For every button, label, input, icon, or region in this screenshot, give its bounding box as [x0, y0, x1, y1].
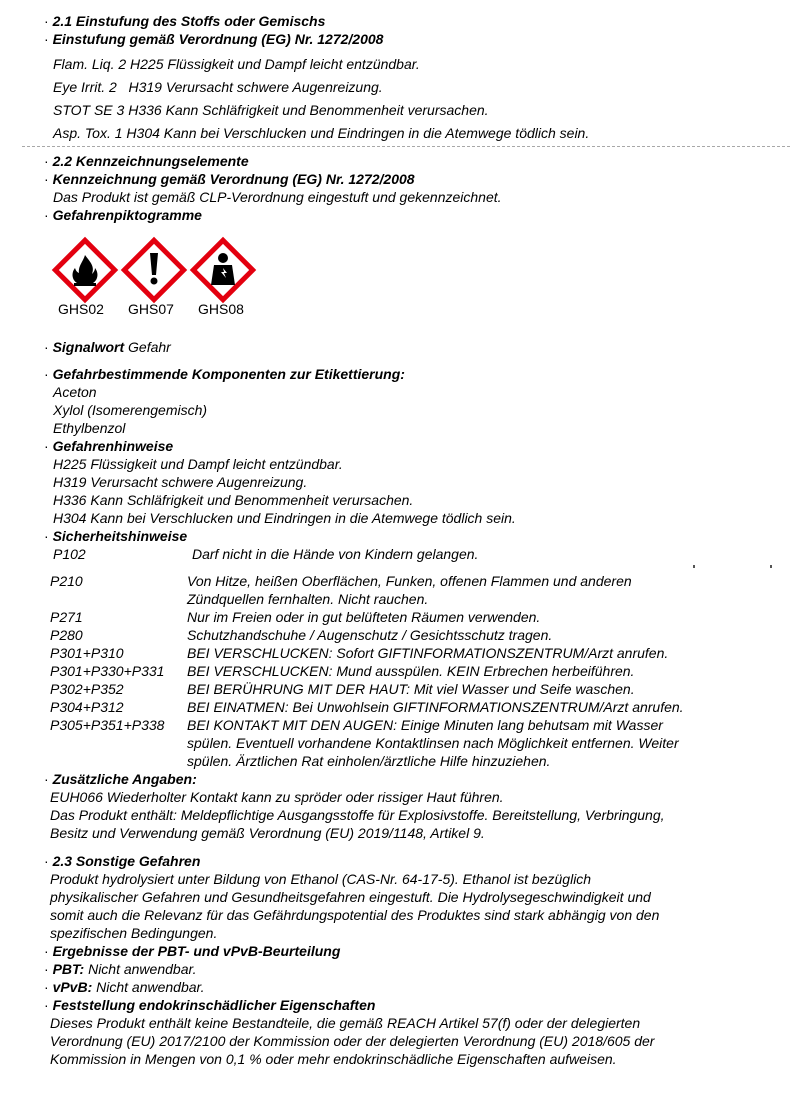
pictogram-code: GHS02: [58, 301, 104, 317]
scan-artifact: [770, 565, 772, 568]
precaution-text: Darf nicht in die Hände von Kindern gelangen.: [192, 546, 479, 562]
pbt-result: · PBT: Nicht anwendbar.: [44, 961, 197, 977]
hazard-statement: H304 Kann bei Verschlucken und Eindringen in die Atemwege tödlich sein.: [53, 510, 516, 526]
precaution-code: P301+P330+P331: [50, 663, 165, 679]
precaution-text: Von Hitze, heißen Oberflächen, Funken, offenen Flammen und anderen: [187, 573, 632, 589]
hazard-statements-heading: · Gefahrenhinweise: [44, 438, 174, 454]
precaution-code: P210: [50, 573, 83, 589]
classification-item: Flam. Liq. 2 H225 Flüssigkeit und Dampf leicht entzündbar.: [53, 56, 420, 72]
additional-info-text: Das Produkt enthält: Meldepflichtige Ausgangsstoffe für Explosivstoffe. Bereitstellung, Verbringung,: [50, 807, 665, 823]
precaution-code: P280: [50, 627, 83, 643]
other-hazards-text: Produkt hydrolysiert unter Bildung von Ethanol (CAS-Nr. 64-17-5). Ethanol ist bezüglich: [50, 871, 592, 887]
signal-word: · Signalwort Gefahr: [44, 339, 171, 355]
exclamation-icon: [119, 235, 189, 305]
other-hazards-text: spezifischen Bedingungen.: [50, 925, 218, 941]
scan-artifact: [693, 565, 695, 568]
section-divider: [22, 146, 790, 147]
additional-info-heading: · Zusätzliche Angaben:: [44, 771, 197, 787]
precaution-text: spülen. Eventuell vorhandene Kontaktlinsen nach Möglichkeit entfernen. Weiter: [187, 735, 679, 751]
endocrine-text: Kommission in Mengen von 0,1 % oder mehr endokrinschädliche Eigenschaften aufweisen.: [50, 1051, 617, 1067]
precaution-code: P305+P351+P338: [50, 717, 165, 733]
hazard-statement: H336 Kann Schläfrigkeit und Benommenheit verursachen.: [53, 492, 414, 508]
precaution-text: BEI KONTAKT MIT DEN AUGEN: Einige Minuten lang behutsam mit Wasser: [187, 717, 663, 733]
precaution-code: P102: [53, 546, 86, 562]
components-heading: · Gefahrbestimmende Komponenten zur Etikettierung:: [44, 366, 405, 382]
pictograms-heading: · Gefahrenpiktogramme: [44, 207, 202, 223]
vpvb-result: · vPvB: Nicht anwendbar.: [44, 979, 205, 995]
additional-info-text: EUH066 Wiederholter Kontakt kann zu spröder oder rissiger Haut führen.: [50, 789, 504, 805]
precaution-code: P302+P352: [50, 681, 124, 697]
precaution-text: Nur im Freien oder in gut belüfteten Räumen verwenden.: [187, 609, 541, 625]
hazard-statement: H319 Verursacht schwere Augenreizung.: [53, 474, 308, 490]
component-item: Aceton: [53, 384, 97, 400]
classification-item: STOT SE 3 H336 Kann Schläfrigkeit und Benommenheit verursachen.: [53, 102, 489, 118]
endocrine-heading: · Feststellung endokrinschädlicher Eigenschaften: [44, 997, 376, 1013]
pictogram-code: GHS07: [128, 301, 174, 317]
precaution-text: spülen. Ärztlichen Rat einholen/ärztliche Hilfe hinzuziehen.: [187, 753, 551, 769]
precautionary-statements-heading: · Sicherheitshinweise: [44, 528, 188, 544]
other-hazards-text: somit auch die Relevanz für das Gefährdungspotential des Produktes sind stark abhängig von den: [50, 907, 660, 923]
hazard-statement: H225 Flüssigkeit und Dampf leicht entzündbar.: [53, 456, 343, 472]
precaution-text: BEI EINATMEN: Bei Unwohlsein GIFTINFORMATIONSZENTRUM/Arzt anrufen.: [187, 699, 684, 715]
classification-item: Asp. Tox. 1 H304 Kann bei Verschlucken und Eindringen in die Atemwege tödlich sein.: [53, 125, 590, 141]
other-hazards-text: physikalischer Gefahren und Gesundheitsgefahren eingestuft. Die Hydrolysegeschwindigkeit und: [50, 889, 651, 905]
precaution-text: Schutzhandschuhe / Augenschutz / Gesichtsschutz tragen.: [187, 627, 553, 643]
labelling-subheading: · Kennzeichnung gemäß Verordnung (EG) Nr. 1272/2008: [44, 171, 415, 187]
precaution-code: P304+P312: [50, 699, 124, 715]
component-item: Xylol (Isomerengemisch): [53, 402, 208, 418]
additional-info-text: Besitz und Verwendung gemäß Verordnung (EU) 2019/1148, Artikel 9.: [50, 825, 485, 841]
labelling-note: Das Produkt ist gemäß CLP-Verordnung eingestuft und gekennzeichnet.: [53, 189, 502, 205]
precaution-code: P301+P310: [50, 645, 124, 661]
precaution-text: BEI VERSCHLUCKEN: Mund ausspülen. KEIN Erbrechen herbeiführen.: [187, 663, 635, 679]
classification-item: Eye Irrit. 2 H319 Verursacht schwere Augenreizung.: [53, 79, 383, 95]
precaution-text: BEI BERÜHRUNG MIT DER HAUT: Mit viel Wasser und Seife waschen.: [187, 681, 635, 697]
flame-icon: [50, 235, 120, 305]
component-item: Ethylbenzol: [53, 420, 126, 436]
endocrine-text: Verordnung (EU) 2017/2100 der Kommission oder der delegierten Verordnung (EU) 2018/605 der: [50, 1033, 655, 1049]
precaution-text: Zündquellen fernhalten. Nicht rauchen.: [187, 591, 429, 607]
classification-subheading: · Einstufung gemäß Verordnung (EG) Nr. 1272/2008: [44, 31, 384, 47]
precaution-text: BEI VERSCHLUCKEN: Sofort GIFTINFORMATIONSZENTRUM/Arzt anrufen.: [187, 645, 669, 661]
section-2-3-heading: · 2.3 Sonstige Gefahren: [44, 853, 201, 869]
section-2-2-heading: · 2.2 Kennzeichnungselemente: [44, 153, 249, 169]
pictogram-code: GHS08: [198, 301, 244, 317]
pbt-heading: · Ergebnisse der PBT- und vPvB-Beurteilung: [44, 943, 341, 959]
section-2-1-heading: · 2.1 Einstufung des Stoffs oder Gemischs: [44, 13, 326, 29]
health-hazard-icon: [188, 235, 258, 305]
precaution-code: P271: [50, 609, 83, 625]
endocrine-text: Dieses Produkt enthält keine Bestandteile, die gemäß REACH Artikel 57(f) oder der delegierten: [50, 1015, 641, 1031]
